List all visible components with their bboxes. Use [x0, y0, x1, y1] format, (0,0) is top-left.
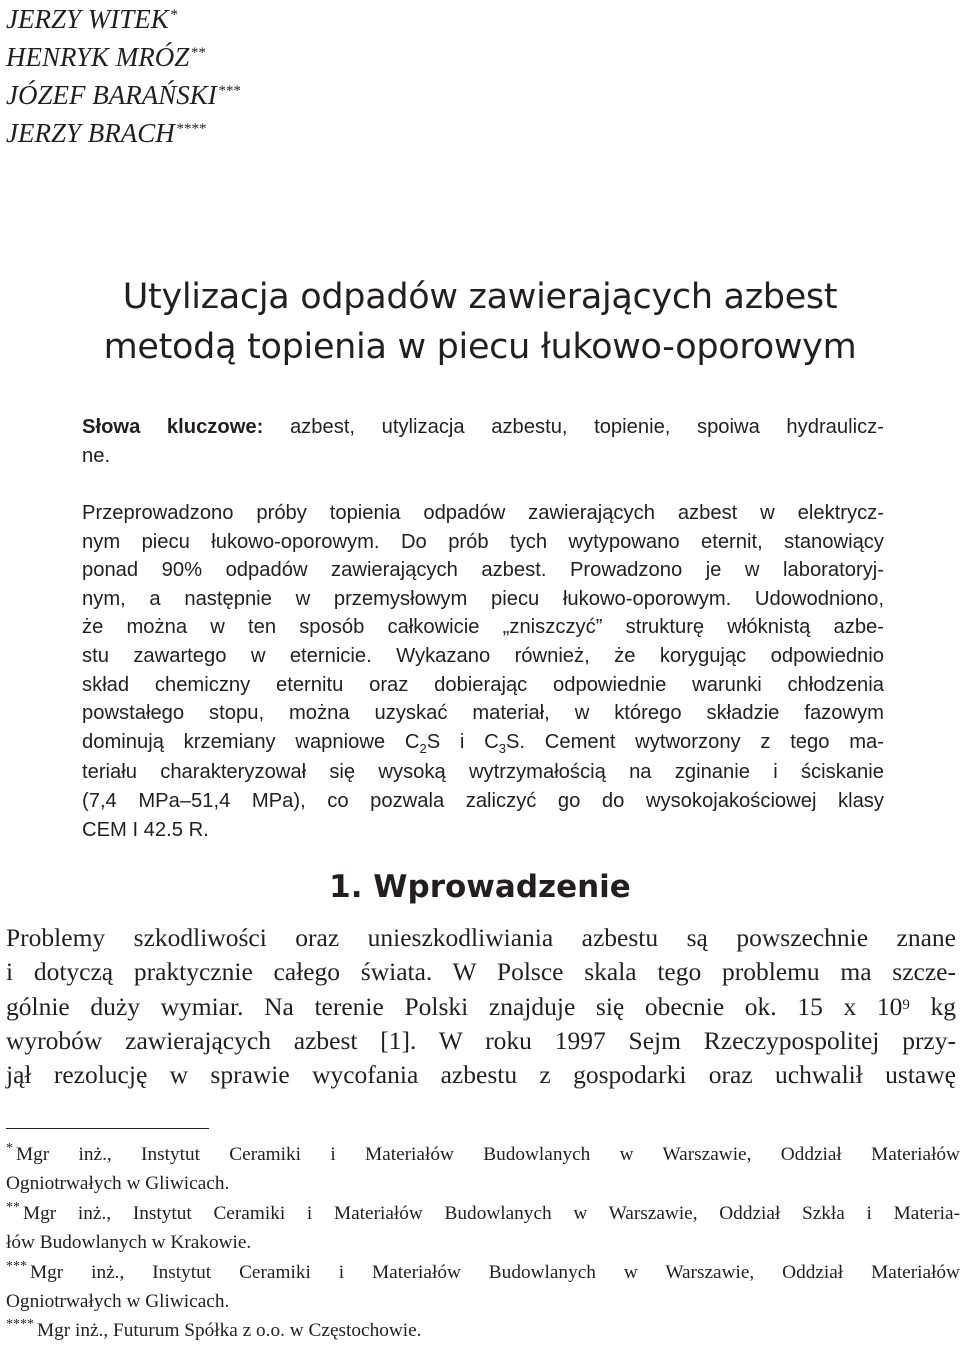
abstract-line: ponad 90% odpadów zawierających azbest. Prowadzono je w laboratoryj-	[82, 559, 884, 582]
footnote-2-cont: łów Budowlanych w Krakowie.	[6, 1232, 252, 1254]
keywords	[82, 413, 884, 470]
footnote-mark: **	[6, 1199, 20, 1215]
title-line-2: metodą topienia w piecu łukowo-oporowym	[103, 327, 857, 367]
author-3: JÓZEF BARAŃSKI***	[6, 80, 241, 110]
abstract-line: Przeprowadzono próby topienia odpadów zawierających azbest w elektrycz-	[82, 502, 884, 524]
footnote-3-cont: Ogniotrwałych w Gliwicach.	[6, 1291, 230, 1313]
footnote-mark: *	[169, 7, 178, 23]
title-line-1: Utylizacja odpadów zawierających azbest	[122, 277, 838, 317]
abstract-line: powstałego stopu, można uzyskać materiał, w którego składzie fazowym	[82, 702, 884, 725]
body-text	[6, 921, 956, 1092]
abstract-line: nym piecu łukowo-oporowym. Do prób tych wytypowano eternit, stanowiący	[82, 530, 884, 553]
footnotes	[6, 1140, 960, 1346]
abstract-line: stu zawartego w eternicie. Wykazano również, że korygując odpowiednio	[82, 644, 884, 667]
abstract-line: (7,4 MPa–51,4 MPa), co pozwala zaliczyć go do wysokojakościowej klasy	[82, 789, 884, 812]
body-line: Problemy szkodliwości oraz unieszkodliwiania azbestu są powszechnie znane	[6, 923, 956, 952]
author-1: JERZY WITEK*	[6, 4, 178, 34]
author-4: JERZY BRACH****	[6, 118, 206, 148]
abstract-line: nym, a następnie w przemysłowym piecu łukowo-oporowym. Udowodniono,	[82, 587, 884, 610]
footnote-mark: *	[6, 1141, 13, 1156]
body-line: jął rezolucję w sprawie wycofania azbestu z gospodarki oraz uchwalił ustawę	[6, 1060, 956, 1090]
body-line: wyrobów zawierających azbest [1]. W roku 1997 Sejm Rzeczypospolitej przy-	[6, 1025, 956, 1055]
abstract-line: skład chemiczny eternitu oraz dobierając odpowiednie warunki chłodzenia	[82, 673, 884, 696]
footnote-mark: ***	[217, 83, 241, 99]
subscript: 3	[498, 740, 506, 756]
abstract-line: teriału charakteryzował się wysoką wytrzymałością na zginanie i ściskanie	[82, 761, 884, 784]
superscript: 9	[902, 996, 910, 1013]
keywords-text: azbest, utylizacja azbestu, topienie, spoiwa hydraulicz-	[263, 416, 884, 438]
abstract-line: dominują krzemiany wapniowe $C_2S$ i $C_3S$. Cement wytworzony z tego ma-	[82, 730, 884, 756]
author-list	[6, 0, 240, 152]
footnote-divider	[6, 1128, 209, 1129]
footnote-1-cont: Ogniotrwałych w Gliwicach.	[6, 1173, 230, 1195]
footnote-4: **** Mgr inż., Futurum Spółka z o.o. w Częstochowie.	[6, 1317, 422, 1342]
body-line: i dotyczą praktycznie całego świata. W Polsce skala tego problemu ma szcze-	[6, 957, 956, 987]
footnote-mark: ***	[6, 1258, 27, 1274]
keywords-text-cont: ne.	[82, 444, 111, 467]
body-line: gólnie duży wymiar. Na terenie Polski znajduje się obecnie ok. 15 x $10^9$ kg	[6, 991, 957, 1021]
footnote-2: ** Mgr inż., Instytut Ceramiki i Materiałów Budowlanych w Warszawie, Oddział Szkła i Materia-	[6, 1199, 960, 1224]
footnote-3: *** Mgr inż., Instytut Ceramiki i Materiałów Budowlanych w Warszawie, Oddział Materiałów	[6, 1258, 960, 1283]
abstract-line: CEM I 42.5 R.	[82, 818, 209, 841]
section-heading: 1. Wprowadzenie	[329, 869, 631, 905]
subscript: 2	[419, 740, 427, 756]
paper-title	[0, 272, 960, 372]
author-2: HENRYK MRÓZ**	[6, 42, 206, 72]
abstract	[82, 499, 884, 844]
footnote-mark: ****	[175, 121, 206, 137]
footnote-mark: ****	[6, 1317, 34, 1333]
keywords-label: Słowa kluczowe:	[82, 416, 264, 438]
footnote-mark: **	[190, 45, 206, 61]
footnote-1: * Mgr inż., Instytut Ceramiki i Materiałów Budowlanych w Warszawie, Oddział Materiałów	[6, 1141, 960, 1165]
abstract-line: że można w ten sposób całkowicie „zniszczyć” strukturę włóknistą azbe-	[82, 616, 884, 639]
